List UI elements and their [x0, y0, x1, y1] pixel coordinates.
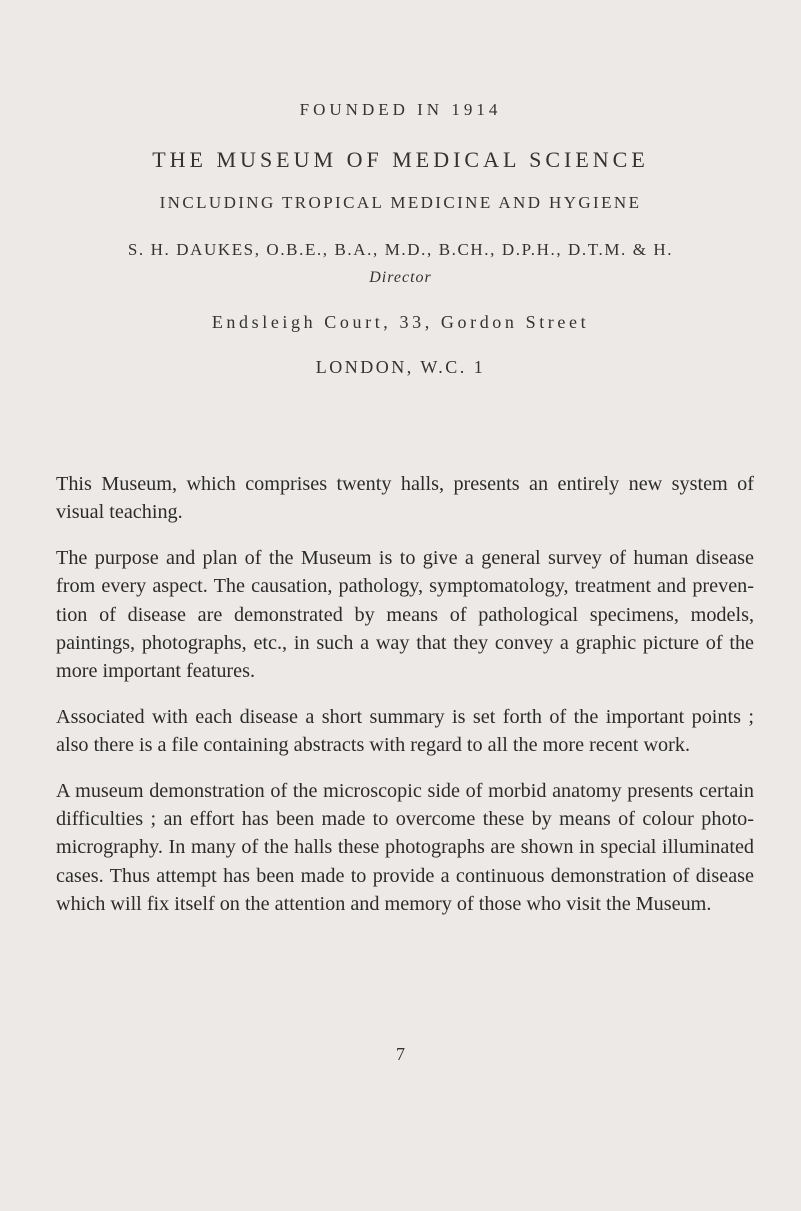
paragraph-4: A museum demonstration of the microscopic side of morbid anatomy presents certain difficulties ; an effort has been made to overcome these by means of colour photo-micrography. In many of the halls these photographs are shown in special illuminated cases. Thus attempt has been made to provide a continuous demonstration of disease which will fix itself on the attention and memory of those who visit the Museum. — [56, 779, 754, 916]
paragraph-2: The purpose and plan of the Museum is to give a general survey of human disease from every aspect. The causation, pathology, symptomatology, treatment and prevention of disease are demonstrated by means of pathological specimens, models, paintings, photographs, etc., in such a way that they convey a graphic picture of the more important features. — [56, 546, 754, 683]
director-name: S. H. DAUKES, O.B.E., B.A., M.D., B.CH., D.P.H., D.T.M. & H. — [127, 240, 674, 259]
museum-title: THE MUSEUM OF MEDICAL SCIENCE — [152, 147, 649, 172]
address-street: Endsleigh Court, 33, Gordon Street — [211, 312, 590, 332]
subtitle-including: INCLUDING TROPICAL MEDICINE AND HYGIENE — [159, 193, 642, 212]
body-text — [56, 470, 754, 936]
paragraph-3: Associated with each disease a short summary is set forth of the important points ; also there is a file containing abstracts with regard to all the more recent work. — [56, 705, 754, 757]
founded-line: FOUNDED IN 1914 — [299, 100, 502, 119]
paragraph-1: This Museum, which comprises twenty halls, presents an entirely new system of visual teaching. — [56, 473, 754, 524]
address-city: LONDON, W.C. 1 — [315, 357, 486, 377]
page-number: 7 — [396, 1044, 405, 1064]
director-role: Director — [369, 269, 432, 286]
